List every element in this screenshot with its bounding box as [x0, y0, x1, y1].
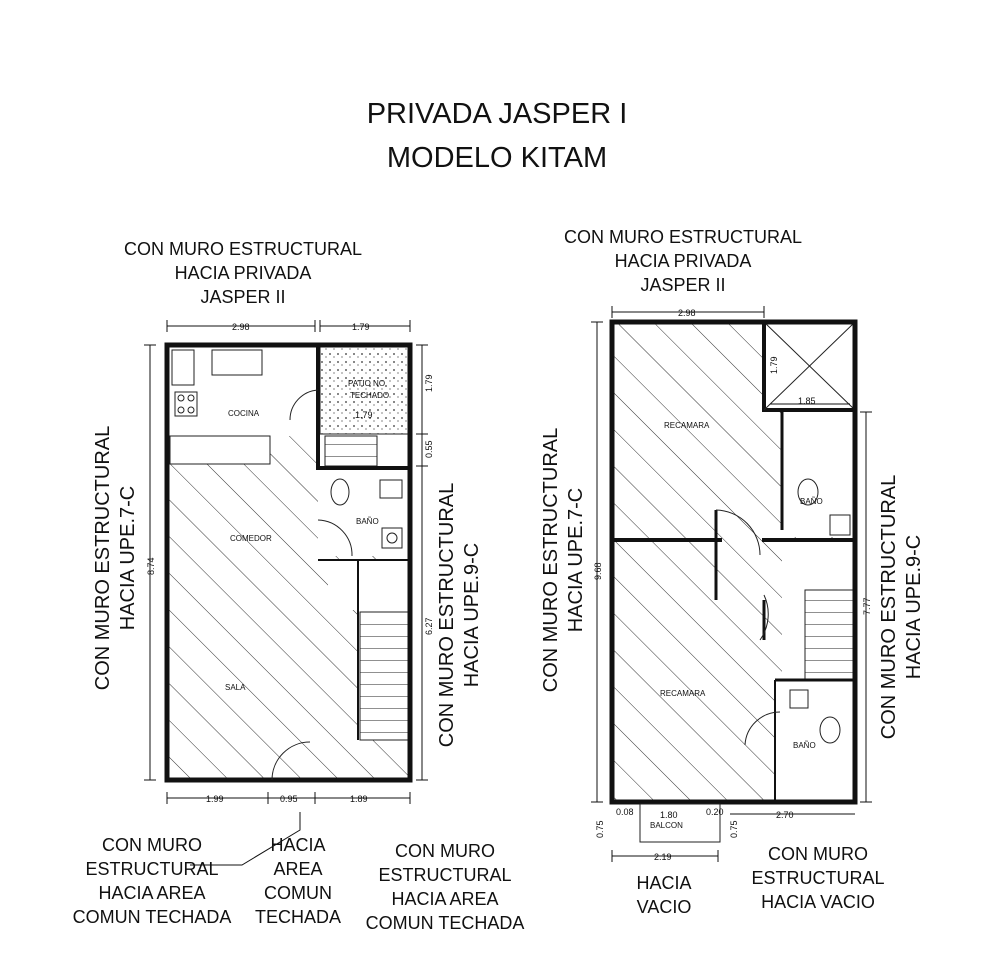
dim-bottom-b: 0.95	[280, 794, 298, 804]
right-plan	[591, 306, 872, 862]
right-east-label: CON MURO ESTRUCTURAL HACIA UPE.9-C	[878, 474, 925, 740]
room-patio-2: TECHADO	[350, 391, 390, 400]
room-sala: SALA	[225, 683, 246, 692]
left-toilet-icon	[331, 479, 349, 505]
dim-top-b: 1.79	[352, 322, 370, 332]
left-bottom-right-label: CON MURO ESTRUCTURAL HACIA AREA COMUN TECHADA	[365, 841, 525, 933]
dim-right-c: 6.27	[424, 617, 434, 635]
page-subtitle: MODELO KITAM	[386, 142, 608, 174]
dim-r-bottom-b: 2.19	[654, 852, 672, 862]
right-toilet-icon-2	[820, 717, 840, 743]
dim-left: 8.74	[146, 557, 156, 575]
left-west-label: CON MURO ESTRUCTURAL HACIA UPE.7-C	[92, 425, 139, 691]
right-west-label: CON MURO ESTRUCTURAL HACIA UPE.7-C	[540, 427, 587, 693]
patio-area	[320, 346, 408, 434]
dim-r-small-b: 0.20	[706, 807, 724, 817]
room-recamara-1: RECAMARA	[664, 421, 710, 430]
left-plan	[144, 320, 428, 865]
dim-r-top: 2.98	[678, 308, 696, 318]
room-bano-left: BAÑO	[356, 517, 379, 526]
room-bano-right-1: BAÑO	[800, 497, 823, 506]
dim-top-a: 2.98	[232, 322, 250, 332]
left-bottom-mid-label: HACIA AREA COMUN TECHADA	[254, 835, 341, 927]
room-cocina: COCINA	[228, 409, 260, 418]
room-comedor: COMEDOR	[230, 534, 272, 543]
room-bano-right-2: BAÑO	[793, 741, 816, 750]
room-patio: PATIO NO	[348, 379, 386, 388]
right-top-label: CON MURO ESTRUCTURAL HACIA PRIVADA JASPER II	[563, 227, 802, 295]
room-balcon: BALCON	[650, 821, 683, 830]
dim-r-balcon-l: 0.75	[595, 820, 605, 838]
dim-r-right: 7.77	[862, 597, 872, 615]
dim-bottom-c: 1.89	[350, 794, 368, 804]
left-stairs	[360, 612, 408, 740]
page-title: PRIVADA JASPER I	[366, 98, 628, 130]
left-top-label: CON MURO ESTRUCTURAL HACIA PRIVADA JASPER II	[123, 239, 362, 307]
dim-r-balcon-w: 1.80	[660, 810, 678, 820]
dim-r-balcon-r: 0.75	[729, 820, 739, 838]
dim-r-left: 9.68	[593, 562, 603, 580]
dim-inner: 1.79	[355, 410, 373, 420]
room-recamara-2: RECAMARA	[660, 689, 706, 698]
dim-r-small-a: 0.08	[616, 807, 634, 817]
dim-right-a: 1.79	[424, 374, 434, 392]
right-bottom-left-label: HACIA VACIO	[636, 873, 692, 917]
dim-r-void-v: 1.79	[769, 356, 779, 374]
left-east-label: CON MURO ESTRUCTURAL HACIA UPE.9-C	[436, 482, 483, 748]
right-stairs	[805, 590, 853, 680]
dim-r-bottom: 2.70	[776, 810, 794, 820]
dim-bottom-a: 1.99	[206, 794, 224, 804]
dim-right-b: 0.55	[424, 440, 434, 458]
left-bottom-left-label: CON MURO ESTRUCTURAL HACIA AREA COMUN TECHADA	[72, 835, 232, 927]
right-bottom-right-label: CON MURO ESTRUCTURAL HACIA VACIO	[751, 844, 885, 912]
dim-r-void-h: 1.85	[798, 396, 816, 406]
